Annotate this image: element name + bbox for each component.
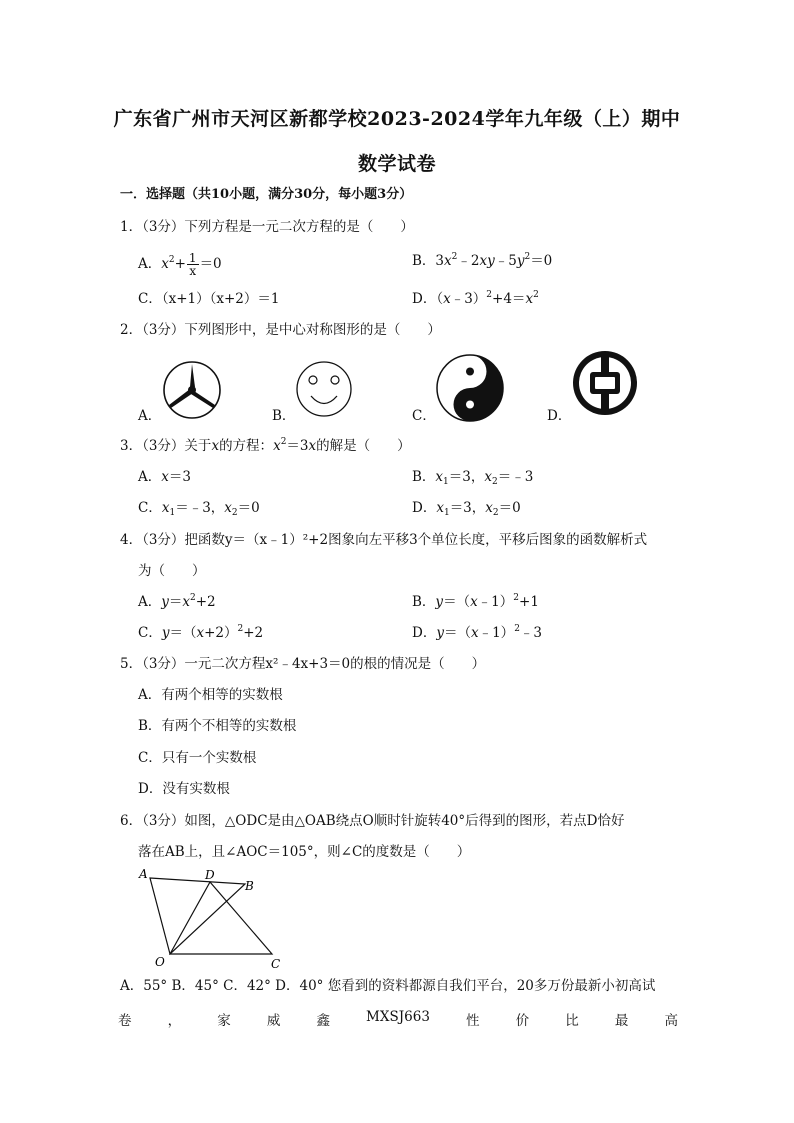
q3-option-b: B．$x_1=3$，$x_2=﹣3$ [412,469,534,487]
three-blade-circle-icon [160,358,224,422]
q2-label-d: D． [547,408,572,424]
figure-point-o: O [155,955,165,969]
q1-stem: 1．（3分）下列方程是一元二次方程的是（ ） [120,219,414,235]
q5-option-a: A．有两个相等的实数根 [138,687,283,703]
footer-word: 家 [217,1013,231,1029]
q1-fraction [187,252,199,277]
q6-stem-line2: 落在AB上，且∠AOC＝105°，则∠C的度数是（ ） [138,844,471,860]
q2-label-c: C． [412,408,436,424]
q3-option-a-prefix: A． [138,469,162,485]
q3-option-d-prefix: D． [412,500,437,516]
q3-stem-a: 3．（3分）关于 [120,438,212,454]
figure-point-d: D [205,868,215,882]
footer-word: 价 [515,1013,530,1029]
footer-word: 威 [266,1013,281,1029]
figure-point-a: A [139,867,148,881]
figure-point-c: C [271,957,281,971]
q3-option-c-prefix: C． [138,500,162,516]
q3-stem: 3．（3分）关于x的方程：$x^2=3x$的解是（ ） [120,437,411,454]
footer-word: 最 [614,1013,629,1029]
ancient-coin-icon [570,348,640,418]
smiley-face-icon [294,359,354,419]
q4-stem-line2: 为（ ） [138,563,206,579]
q4-option-a-prefix: A． [138,594,162,610]
q6-stem-line1: 6．（3分）如图，△ODC是由△OAB绕点O顺时针旋转40°后得到的图形，若点D恰好 [120,813,625,829]
q1-option-a: A．$x^2+$ $\frac{1}{x}$ ＝0 [138,251,222,278]
q5-option-d: D．没有实数根 [138,781,230,797]
footer-word: MXSJ663 [366,1009,430,1025]
q1-option-a-prefix: A． [138,256,162,272]
q5-option-b: B．有两个不相等的实数根 [138,718,297,734]
section-heading: 一．选择题（共10小题，满分30分，每小题3分） [120,187,413,202]
footer-ad-line [118,1009,678,1029]
q1-option-d: D．$(x﹣3)^2+4=x^2$ [412,290,539,307]
figure-point-b: B [245,879,254,893]
q4-option-c-prefix: C． [138,625,162,641]
q5-option-c: C．只有一个实数根 [138,750,257,766]
q3-option-c: C．$x_1=﹣3$，$x_2=0$ [138,500,260,518]
footer-word: 比 [565,1013,579,1029]
yin-yang-icon [434,352,506,424]
q4-stem-line1: 4．（3分）把函数y＝（x﹣1）²+2图象向左平移3个单位长度，平移后图象的函数解析式 [120,532,648,548]
q2-stem: 2．（3分）下列图形中，是中心对称图形的是（ ） [120,322,441,338]
q1-option-d-prefix: D． [412,291,437,307]
q4-option-b: B．y＝（x﹣1）$^2$+1 [412,593,539,610]
q4-option-b-prefix: B． [412,594,436,610]
q1-option-b-prefix: B． [412,253,436,269]
q3-stem-c: 的解是（ ） [316,438,411,454]
q3-option-d: D．$x_1=3$，$x_2=0$ [412,500,521,518]
footer-word: 性 [466,1013,480,1029]
q1-option-b: B．$3x^2﹣2xy﹣5y^2=0$ [412,252,553,269]
q2-label-b: B． [272,408,296,424]
q4-option-a: A．$y=x^2+2$ [138,593,216,610]
q5-stem: 5．（3分）一元二次方程x²﹣4x+3＝0的根的情况是（ ） [120,656,486,672]
footer-word: 高 [664,1013,678,1029]
footer-word: 鑫 [316,1013,330,1029]
q6-answer-line: A．55° B．45° C．42° D．40° 您看到的资料都源自我们平台，20多万份最新小初高试 [120,978,656,994]
q1-frac-num: 1 [188,251,197,265]
page-subtitle: 数学试卷 [357,153,436,175]
q4-option-d: D．y＝（x﹣1）$^2$﹣3 [412,624,543,641]
rotation-triangle-figure [135,864,295,974]
q4-option-c: C．$y=(x+2)^2+2$ [138,624,264,641]
q3-option-b-prefix: B． [412,469,436,485]
page-title: 广东省广州市天河区新都学校2023-2024学年九年级（上）期中 [113,108,681,130]
q2-label-a: A． [138,408,162,424]
q1-frac-den: x [189,264,197,278]
q3-stem-b: 的方程： [219,438,274,454]
q1-option-c: C．（x+1）（x+2）＝1 [138,291,280,307]
q4-option-d-prefix: D． [412,625,437,641]
footer-word: ， [167,1013,182,1029]
footer-word: 卷 [118,1013,132,1029]
q3-option-a: A．x＝3 [138,469,191,485]
